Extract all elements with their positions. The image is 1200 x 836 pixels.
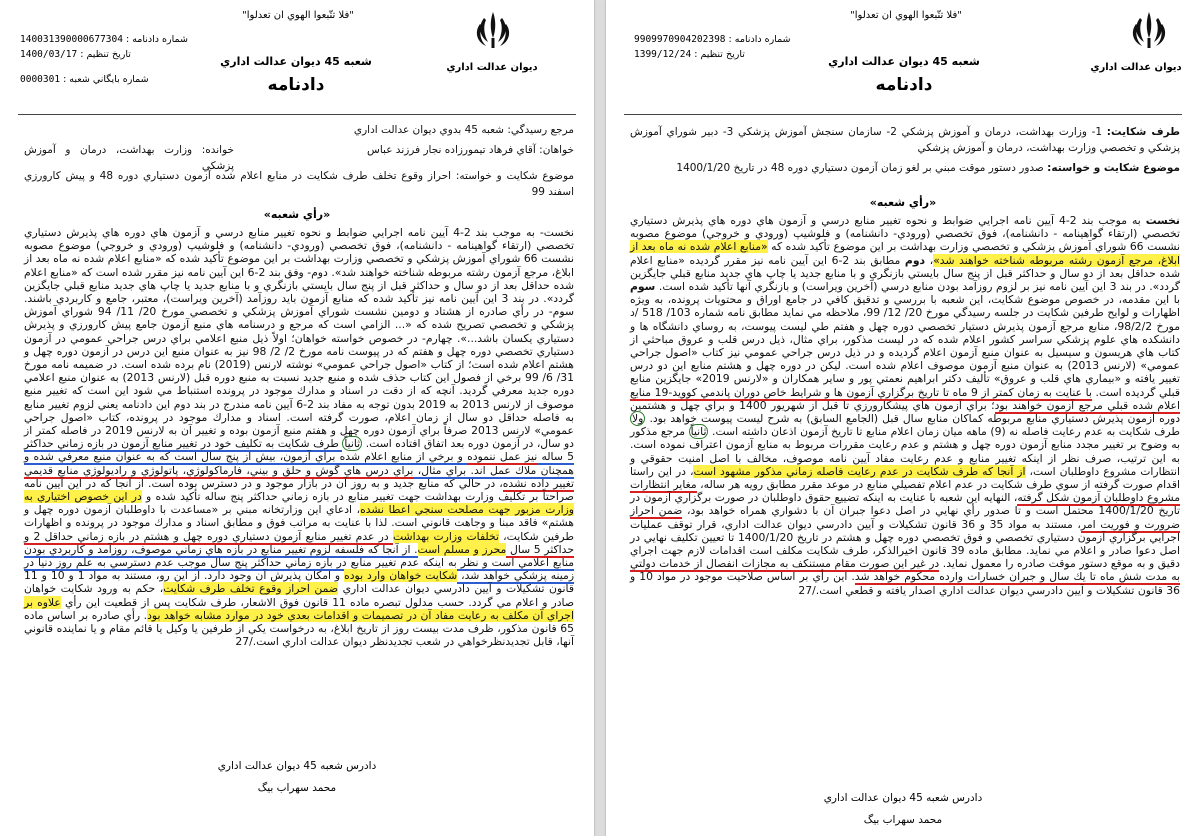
left-document-page: [0, 0, 594, 836]
body-text: ، ادعاي اين وزارتخانه مبني بر «مساعدت با داوطلبان آزمون دوره چهل و هشتم» فاقد مبنا و وجاهت قانوني است. لذا با عنايت به مراتب فوق و مطابق اسناد و مدارك موجود در پرونده و اظهارات طرفين شكايت،: [24, 503, 574, 543]
body-text: با اين مقدمه، در خصوص موضوع شكايت، اين شعبه با بررسي و تدقيق كافي در جامع اوراق و محتويات پرونده، به ويژه اظهارات و لوايح طرفين شكايت در جلسه رسيدگي مورخ 20/ 12/ 99، ملاحظه مي نمايد مطابق نامه شماره 103/ 518 /د مورخ 98/2/2، منابع مرجع آزمون پذيرش دستيار تخصصي دوره چهل و هفتم طي ليست پيوست، به روساي دانشگاه ها و دانشكده هاي علوم پزشكي سراسر كشور اعلام شده كه در ليست مذكور، براي مثال، ذيل درس قلب و عروق مباحثي از كتاب هاي هريسون و سيسيل به عنوان منبع آزمون اعلام گرديده و در ذيل درس جراحي عمومي نيز كتاب «اصول جراحي عمومي» (لارنس 2013) به عنوان منبع آزمون موصوف اعلام شده است. ليكن در دوره چهل و هشتم منابع اين دو درس تغيير يافته و «بيماري هاي قلب و عروق» تأليف دكتر ابراهيم نعمتي پور و ساير همكاران و «لارنس 2019» جايگزين منابع قبلي گرديده است.: [630, 293, 1181, 399]
body-text: طرف شكايت به عدم رعايت فاصله نه (9) ماهه ميان زمان اعلام منابع تا تاريخ آزمون اذعان داشته است.: [708, 425, 1180, 439]
underlined-text: . از آنجا كه فلسفه لزوم تغيير منابع در بازه هاي زماني موصوف، روزآمد و كاربردي بودن منابع اعلامي است و نظر به اينكه عدم تغيير منابع در بازه زماني حداكثر پنج سال موجب عدم دسترسي به علم روز دنيا در زمينه پزشكي خواهد شد،: [24, 542, 575, 583]
underlined-text: در غير اين صورت مقام مستنكف به مجازات انفصال از خدمات دولتي به مدت شش ماه تا يك سال و جبران خسارات وارده محكوم خواهد شد: [630, 557, 1180, 584]
body-text: ، مستند به مواد 35 و 36 قانون تشكيلات و آيين دادرسي ديوان عدالت اداري، قرار توقف عمليات اجرايي برگزاري آزمون دستياري تخصصي و فوق تخصصي دوره چهل و هشتم در تاريخ 1400/1/20 تا تعيين تكليف نهايي در اصل دعوا صادر و اعلام مي نمايد. مطابق ماده 39 قانون اخيرالذكر، طرف شكايت مكلف است اقدامات لازم جهت اجراي دقيق و به موقع دستور موقت صادره را معمول نمايد.: [630, 517, 1180, 571]
subject-text: صدور دستور موقت مبني بر لغو زمان آزمون دستياري دوره 48 در تاريخ 1400/1/20: [676, 162, 1048, 174]
body-text: نخست: [1145, 214, 1180, 227]
ruling-heading: «رأي شعبه»: [263, 208, 331, 221]
court-name: ديوان عدالت اداري: [1090, 62, 1182, 73]
branch-title: شعبه 45 ديوان عدالت اداري: [828, 55, 980, 68]
archive-no: 0000301: [20, 74, 61, 85]
highlighted-text: محرز و مسلم است: [417, 542, 507, 556]
verse-text: "فلا تتّبعوا الهوي ان تعدلوا": [850, 10, 962, 21]
body-text: ، النهايه اين شعبه با عنايت به اينكه تضييع حقوق داوطلبان در صورت برگزاري آزمون در تاريخ 1400/1/20 محتمل است و تا صدور رأي نهايي در اصل دعوا جبران آن با دشواري همراه خواهد بود،: [630, 491, 1180, 518]
verse-text: "فلا تتّبعوا الهوي ان تعدلوا": [242, 10, 354, 21]
court-name: ديوان عدالت اداري: [446, 62, 538, 73]
doc-title: دادنامه: [875, 75, 933, 95]
body-text: نخست- به موجب بند 2-4 آيين نامه اجرايي ضوابط و نحوه تغيير منابع درسي و آزمون هاي دوره هاي پذيرش دستياري تخصصي (ارتقاء گواهينامه - دانشنامه)، فوق تخصصي (ورودي- دانشنامه) و فلوشيپ (ورودي و خروجي) موضوع مصوبه نشست 66 شوراي آموزش پزشكي و تخصصي وزارت بهداشت بر اين موضوع تأكيد شده كه «منابع اعلام شده نه ماه بعد از ابلاغ، مرجع آزمون رشته مربوطه شناخته خواهند شد». دوم- وفق بند 2-6 اين آيين نامه نيز مقرر شده است كه «منابع اعلام شده حداقل بعد از دو سال و حداكثر قبل از پنج سال بايستي بازنگري و با منابع جديد يا چاپ هاي جديد منابع قبلي جايگزين گردد». در بند 3 اين آيين نامه نيز تأكيد شده كه منابع آزمون بايد روزآمد (آخرين ويراست)، معتبر، جامع و كاربردي باشند. سوم- در رأي صادره از هشتاد و دومين نشست شوراي آموزش پزشكي و تخصصي مورخ 20/ 11/ 94 شوراي آموزش پزشكي و تخصصي تصريح شده كه «... الزامي است كه مرجع و درسنامه هاي منبع آزمون جامع پيش كارورزي و پذيرش دستياري يكسان باشد...». چهارم- در خصوص خواسته خواهان؛ اولاً ذيل منبع اعلامي براي درس جراحي عمومي در آزمون دستياري تخصصي دوره چهل و هفتم كه در پيوست نامه مورخ 2/ 2/ 98 نيز به عنوان منبع اين درس در آزمون دوره چهل و هشتم اعلام شده است؛ از كتاب «اصول جراحي عمومي» نوشته لارنس (2019) نام برده شده است. در ضميمه نامه مورخ 31/ 6/ 99 برخي از فصول اين كتاب حذف شده و منبع جديد نسبت به منبع دوره قبل (لارنس 2013) به عنوان منبع اعلامي دوره جديد معرفي گرديد. آنچه كه از دقت در اسناد و مدارك موجود در پرونده استنباط مي شود اين است كه تغيير منبع موصوف از لارنس 2013 به 2019 بدون توجه به مفاد بند 2-6 آيين نامه مندرج در بند دوم اين دادنامه يعني لزوم تغيير منابع به فاصله حداقل دو سال از زمان اعلام، صورت گرفته است. اسناد و مدارك موجود در پرونده، كتاب «اصول جراحي عمومي» لارنس 2013 صرفاً براي آزمون دوره چهل و هفتم منبع آزمون بوده و تغيير آن به لارنس 2019 در فاصله كمتر از دو سال، در آزمون دوره بعد اتفاق افتاده است.: [24, 226, 575, 451]
body-text: ، حكم به ورود شكايت خواهان صادر و اعلام مي گردد. حسب مدلول تبصره ماده 11 قانون فوق الاشعار، طرف شكايت پس از قطعيت اين رأي: [24, 582, 574, 609]
highlighted-text: در اين خصوص اختياري به وزارت مزبور جهت مصلحت سنجي اعطا نشده: [24, 490, 575, 517]
dadname-no-label: شماره دادنامه :: [125, 34, 188, 45]
underlined-text: براي درس هاي گوش و حلق و بيني، فارماكولوژي، پاتولوژي و راديولوژي منابع قديمي تغيير داده نشده: [24, 463, 574, 490]
body-text: . اين رأي بر اساس صلاحيت موجود در مواد 10 و 36 قانون تشكيلات و آيين دادرسي ديوان عدالت اداري اصدار يافته و قطعي است./27: [630, 570, 1180, 597]
underlined-text: ثانياً: [344, 437, 361, 451]
complaint-label: طرف شكايت:: [1106, 126, 1180, 138]
header-divider: [624, 114, 1182, 115]
iran-emblem-icon: [470, 8, 516, 54]
underlined-text: نيز عمل ننموده: [467, 450, 538, 464]
date-value: 1399/12/24: [634, 49, 692, 60]
reference-line: مرجع رسيدگي: شعبه 45 بدوي ديوان عدالت اداري: [353, 124, 574, 136]
underlined-text: با عنايت به زمان كمتر از 9 ماه تا تاريخ برگزاري آزمون ها و شرايط خاص دوران پاندمي كوويد-19 منابع اعلام شده قبلي مرجع آزمون خواهند بود: [630, 385, 1180, 412]
highlighted-text: تخلفات وزارت بهداشت: [392, 529, 499, 543]
dadname-no: 140031390000677304: [20, 34, 123, 45]
plaintiff-line: خواهان: آقاي فرهاد تيمورزاده نجار فرزند عباس: [367, 144, 574, 156]
underlined-text: ولا: [632, 412, 644, 426]
ruling-body: [24, 226, 574, 649]
dadname-no: 9909970904202398: [634, 34, 726, 45]
highlighted-text: ضمن احراز وقوع تخلف طرف شكايت: [163, 582, 339, 596]
branch-title: شعبه 45 ديوان عدالت اداري: [220, 55, 372, 68]
complaint-line: [630, 124, 1180, 156]
highlighted-text: علاوه بر اجراي آن مكلف به رعايت مفاد آن در تصميمات و اقدامات بعدي خود در موارد مشابه خواهد بود: [24, 595, 574, 622]
subject-line: موضوع شكايت و خواسته: احراز وقوع تخلف طرف شكايت در منابع اعلام شده آزمون دستياري دوره 48 و پيش كارورزي اسفند 99: [24, 170, 574, 198]
body-text: دوم: [904, 253, 926, 267]
iran-emblem-icon: [1126, 8, 1172, 54]
judge-title: دادرس شعبه 45 ديوان عدالت اداري: [217, 760, 377, 772]
highlighted-text: از آنجا كه طرف شكايت در عدم رعايت فاصله زماني مذكور مشهود است: [693, 464, 1026, 478]
judge-title: دادرس شعبه 45 ديوان عدالت اداري: [823, 792, 983, 804]
underlined-text: طرف شكايت به تكليف خود در تغيير منابع آزمون در بازه زماني حداكثر 5 ساله: [24, 437, 575, 464]
ruling-body: [630, 214, 1180, 597]
dadname-no-label: شماره دادنامه :: [728, 34, 791, 45]
date-value: 1400/03/17: [20, 49, 78, 60]
highlighted-text: «منابع اعلام شده نه ماه بعد از ابلاغ، مرجع آزمون رشته مربوطه شناخته خواهند شد»: [630, 240, 1180, 267]
body-text: و امكان پذيرش آن وجود دارد. از اين رو، مستند به مواد 1 و 10 و 11 قانون تشكيلات و آيين دادرسي ديوان عدالت اداري: [24, 569, 575, 596]
subject-line: [630, 160, 1180, 176]
body-text: ، در اين راستا اقدام صورت گرفته از سوي طرف شكايت در عدم اعلام تفصيلي منابع در موعد مقرر مطابق رويه هر ساله،: [630, 464, 1180, 492]
date-label: تاريخ تنظيم :: [80, 49, 131, 60]
highlighted-text: شكايت خواهان وارد بوده: [344, 569, 458, 583]
doc-meta: [634, 32, 804, 62]
body-text: ، در حالي كه منابع جديد و به روز آن در بازار موجود و در دسترس بوده است. از آنجا كه در اين آيين نامه صراحتاً بر تكليف وزارت بهداشت جهت تغيير منابع در بازه زماني حداكثر پنج ساله تأكيد شده و: [24, 476, 574, 504]
underlined-text: و برخي از منابع اعلام شده براي آزمون، بيش از پنج سال است كه به عنوان منبع معرفي شده و همچنان ملاك عمل اند. براي مثال،: [24, 450, 574, 477]
body-text: . رأي صادره بر اساس ماده 65 قانون مذكور، ظرف مدت بيست روز از تاريخ ابلاغ، به درخواست يكي از طرفين يا وكيل يا قائم مقام و يا نماينده قانوني آنها، قابل تجديدنظرخواهي در شعب تجديدنظر ديوان عدالت اداري است./27: [24, 608, 574, 649]
judge-name: محمد سهراب بيگ: [863, 814, 943, 826]
judge-name: محمد سهراب بيگ: [257, 782, 337, 794]
complaint-text: 1- وزارت بهداشت، درمان و آموزش پزشكي 2- سازمان سنجش آموزش پزشكي 3- دبير شوراي آموزش پزشكي و تخصصي وزارت بهداشت، درمان و آموزش پزشكي: [630, 126, 1180, 154]
body-text: مرجع مذكور به وضوح بر تغيير مجدد منابع آزمون دوره چهل و هشتم و عدم رعايت مقررات مربوط به منابع آزمون اعتراف نموده است. به اين ترتيب، صرف نظر از اينكه تغيير منابع و عدم رعايت مفاد آيين نامه موصوف، مخالف با اصل امنيت حقوقي و انتظارات مشروع داوطلبان است،: [630, 425, 1180, 478]
body-text: سوم: [630, 280, 656, 294]
header-divider: [18, 114, 576, 115]
body-text: به موجب بند 2-4 آيين نامه اجرايي ضوابط و نحوه تغيير منابع درسي و آزمون هاي دوره هاي پذيرش دستياري تخصصي (ارتقاء گواهينامه - دانشنامه)، فوق تخصصي (ورودي- دانشنامه) و فلوشيپ (ورودي و خروجي) موضوع مصوبه نشست 66 شوراي آموزش پزشكي و تخصصي وزارت بهداشت بر اين موضوع تأكيد شده كه: [630, 214, 1180, 254]
right-document-page: [606, 0, 1200, 836]
body-text: ،: [925, 253, 934, 267]
left-header: [0, 0, 594, 118]
underlined-text: مغاير انتظارات مشروع داوطلبان آزمون شكل گرفته: [630, 478, 1180, 505]
body-text: مطابق بند 2-6 اين آيين نامه نيز مقرر گرديده «منابع اعلام شده حداقل بعد از دو سال و حداكثر قبل از پنج سال بايستي بازنگري و با منابع جديد يا چاپ هاي جديد منابع قبلي جايگزين گردد». در بند 3 اين آيين نامه نيز بر لزوم روزآمد بودن منابع درسي (آخرين ويراست) و بازنگري آنها تأكيد شده است.: [630, 253, 1180, 294]
underlined-text: ضمن احراز ضرورت و فوريت امر: [630, 504, 1180, 531]
underlined-text: در عدم تغيير منابع آزمون دستياري دوره چهل و هشتم در بازه زماني حداقل 2 و حداكثر 5 سال: [24, 529, 574, 556]
archive-label: شماره بايگاني شعبه :: [63, 74, 149, 85]
subject-label: موضوع شكايت و خواسته:: [1047, 162, 1180, 174]
underlined-text: ثانياً: [690, 425, 707, 439]
ruling-heading: «رأي شعبه»: [869, 196, 937, 209]
body-text: ؛ براي آزمون هاي پيشكارورزي تا قبل از شهريور 1400 و براي چهل و هشتمين دوره آزمون پذيرش دستياري منابع مربوطه كماكان منابع سال قبل (الجامع السابق) به شرح ليست پيوست خواهد بود.: [630, 398, 1180, 426]
defendant-line: خوانده: وزارت بهداشت، درمان و آموزش پزشكي: [24, 144, 234, 172]
date-label: تاريخ تنظيم :: [694, 49, 745, 60]
doc-title: دادنامه: [267, 75, 325, 95]
right-header: [606, 0, 1200, 118]
doc-meta: [20, 32, 190, 87]
